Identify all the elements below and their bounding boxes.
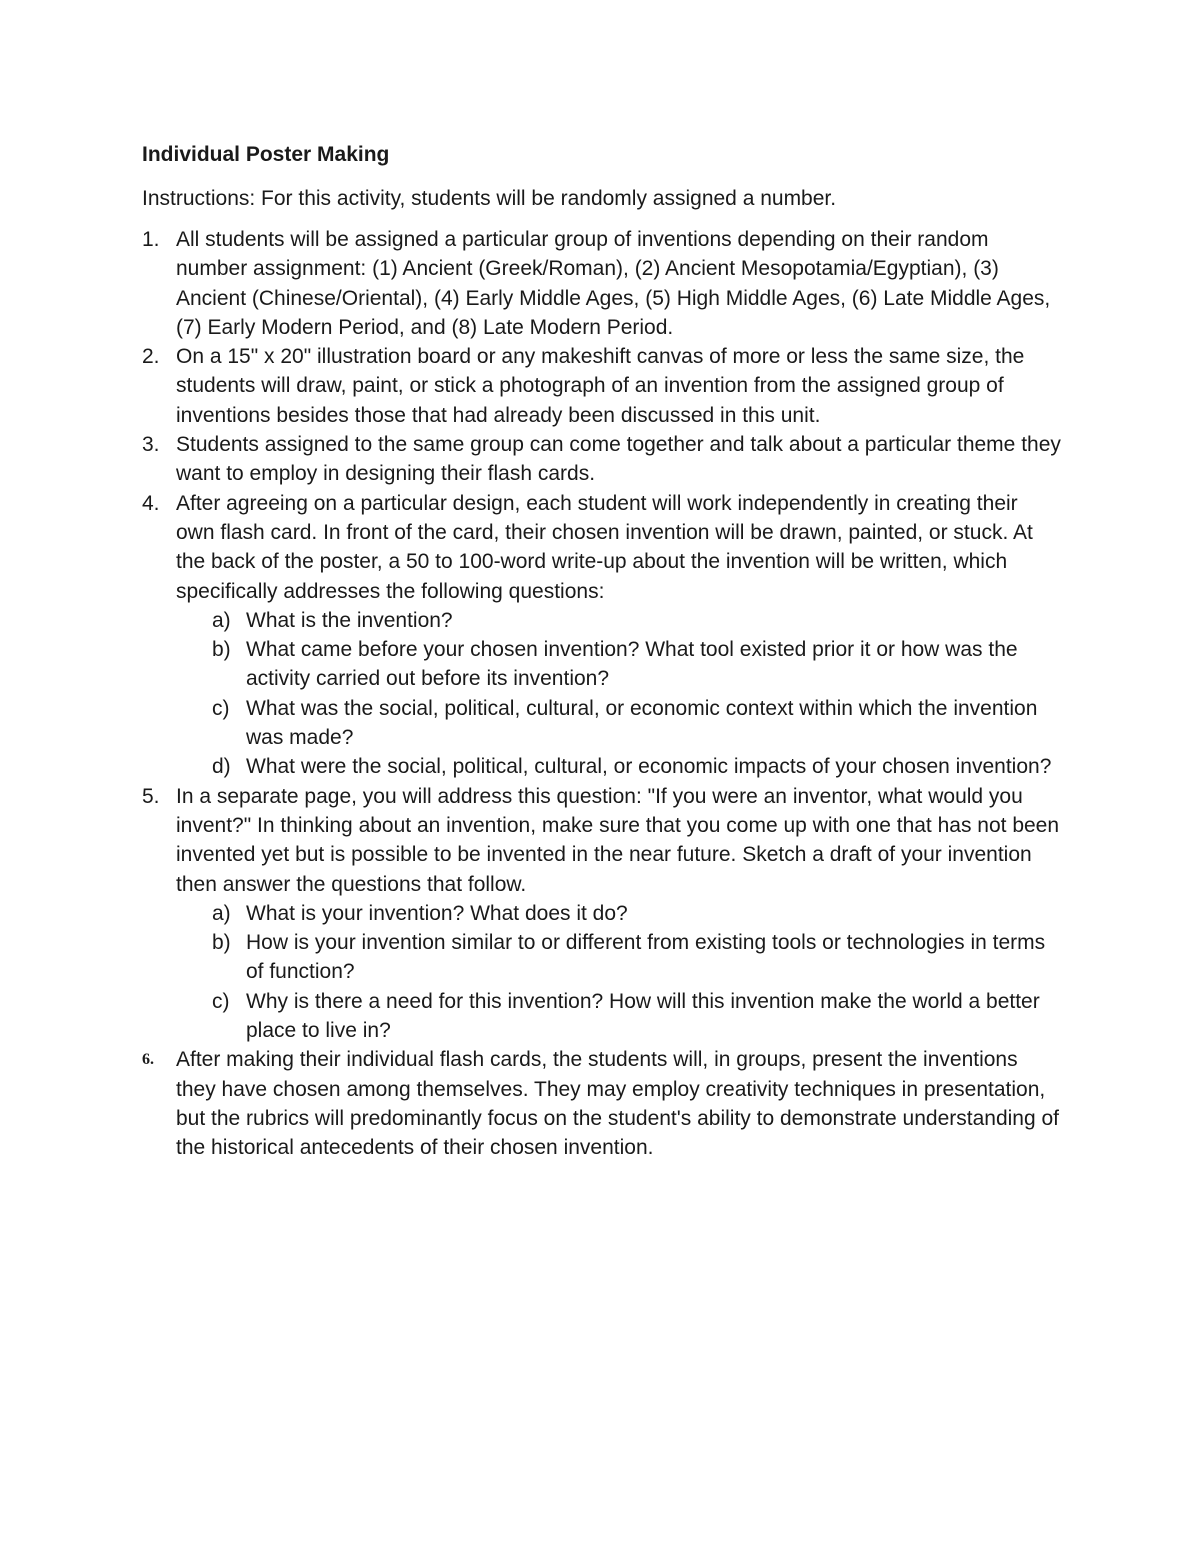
sub-item-letter: d) bbox=[212, 755, 231, 779]
sub-list-item bbox=[176, 928, 1062, 987]
sub-item-text: How is your invention similar to or different from existing tools or technologies in terms of function? bbox=[246, 931, 1046, 984]
sub-question-list bbox=[176, 606, 1062, 782]
list-item-number: 3. bbox=[142, 433, 160, 457]
list-item-number: 2. bbox=[142, 345, 160, 369]
instruction-list bbox=[142, 225, 1062, 1163]
sub-list-item bbox=[176, 899, 1062, 928]
list-item bbox=[142, 342, 1062, 430]
sub-question-list bbox=[176, 899, 1062, 1045]
sub-item-letter: a) bbox=[212, 901, 231, 925]
document-title: Individual Poster Making bbox=[142, 143, 390, 166]
list-item-number: 4. bbox=[142, 491, 160, 515]
sub-list-item bbox=[176, 635, 1062, 694]
sub-item-text: What was the social, political, cultural, or economic context within which the invention was made? bbox=[246, 696, 1038, 750]
sub-list-item bbox=[176, 694, 1062, 753]
sub-item-letter: c) bbox=[212, 989, 230, 1013]
list-item bbox=[142, 1045, 1062, 1162]
list-item-text: On a 15" x 20" illustration board or any makeshift canvas of more or less the same size, the students will draw, paint, or stick a photograph of an invention from the assigned group of inventions besides those that had already been discussed in this unit. bbox=[176, 345, 1025, 427]
list-item-text: After making their individual flash cards, the students will, in groups, present the inventions they have chosen among themselves. They may employ creativity techniques in presentation, but the rubrics will predominantly focus on the student's ability to demonstrate understanding of the historical antecedents of their chosen invention. bbox=[176, 1048, 1060, 1160]
sub-item-text: What is the invention? bbox=[246, 608, 453, 632]
list-item bbox=[142, 430, 1062, 489]
list-item-number: 1. bbox=[142, 228, 160, 251]
sub-list-item bbox=[176, 752, 1062, 781]
document-page bbox=[142, 140, 1062, 1163]
list-item-text: In a separate page, you will address this question: "If you were an inventor, what would you invent?" In thinking about an invention, make sure that you come up with one that has not been invented yet but is possible to be invented in the near future. Sketch a draft of your invention then answer the questions that follow. bbox=[176, 784, 1060, 896]
list-item bbox=[142, 782, 1062, 1046]
list-item-number: 5. bbox=[142, 784, 160, 808]
list-item-number: 6. bbox=[142, 1051, 154, 1069]
list-item bbox=[142, 489, 1062, 782]
list-item-text: All students will be assigned a particular group of inventions depending on their random number assignment: (1) Ancient (Greek/Roman), (2) Ancient Mesopotamia/Egyptian), (3) Ancient (Chinese/Oriental), (4) Early Middle Ages, (5) High Middle Ages, (6) Late Middle Ages, (7) Early Modern Period, and (8) Late Modern Period. bbox=[176, 228, 1051, 339]
instructions-intro: Instructions: For this activity, students will be randomly assigned a number. bbox=[142, 187, 837, 210]
list-item-text: After agreeing on a particular design, each student will work independently in creating their own flash card. In front of the card, their chosen invention will be drawn, painted, or stuck. At the back of the poster, a 50 to 100-word write-up about the invention will be written, which specifically addresses the following questions: bbox=[176, 491, 1033, 603]
sub-item-text: What is your invention? What does it do? bbox=[246, 901, 628, 925]
list-item-text: Students assigned to the same group can come together and talk about a particular theme they want to employ in designing their flash cards. bbox=[176, 433, 1061, 486]
sub-item-letter: a) bbox=[212, 608, 231, 632]
sub-item-text: Why is there a need for this invention? How will this invention make the world a better place to live in? bbox=[246, 989, 1040, 1043]
sub-item-text: What came before your chosen invention? What tool existed prior it or how was the activity carried out before its invention? bbox=[246, 638, 1018, 691]
list-item bbox=[142, 225, 1062, 342]
sub-list-item bbox=[176, 987, 1062, 1046]
sub-item-letter: c) bbox=[212, 696, 230, 720]
sub-item-letter: b) bbox=[212, 638, 231, 662]
sub-item-letter: b) bbox=[212, 931, 231, 955]
sub-item-text: What were the social, political, cultural, or economic impacts of your chosen invention? bbox=[246, 755, 1052, 779]
sub-list-item bbox=[176, 606, 1062, 635]
